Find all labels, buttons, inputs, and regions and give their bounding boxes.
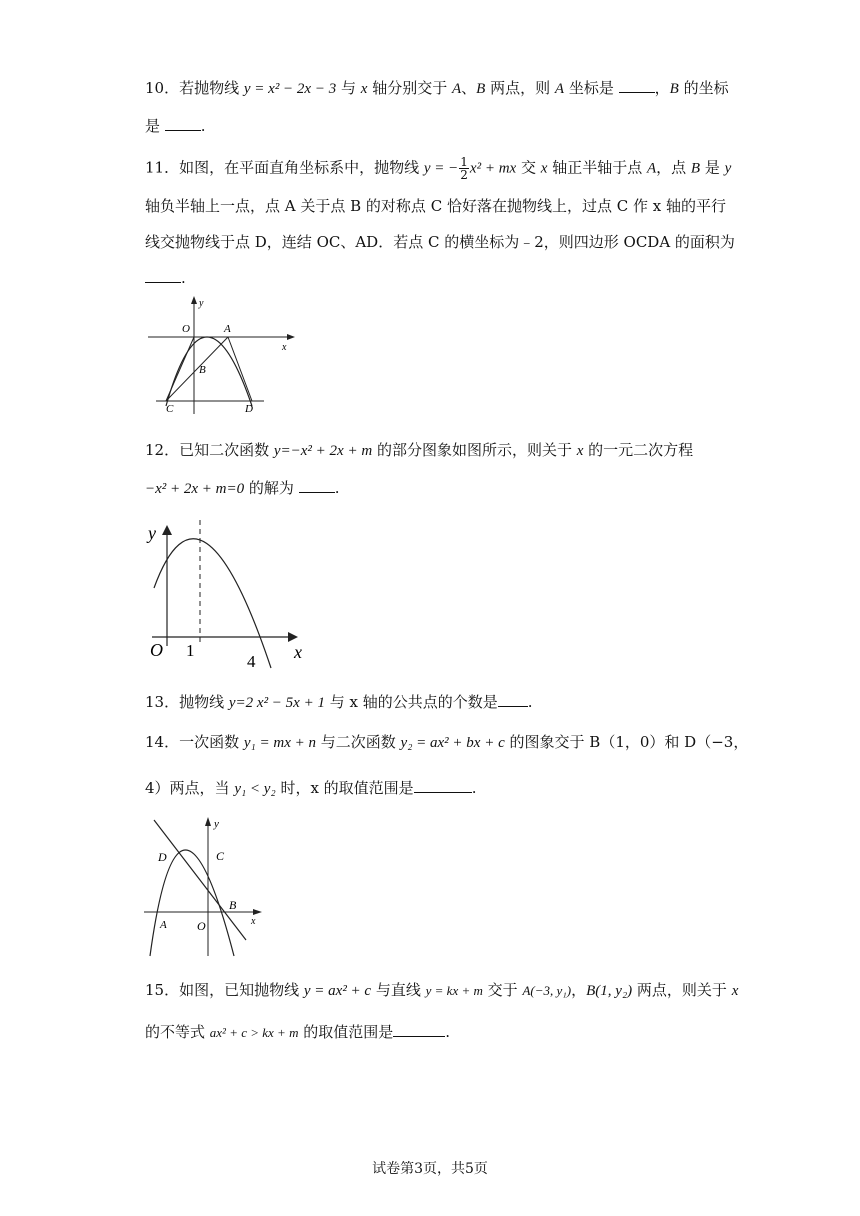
label-c: C [166,403,174,415]
answer-blank[interactable] [393,1022,445,1037]
q12-text: 的一元二次方程 [583,441,694,459]
q10-text: 坐标是 [564,79,619,97]
q14-text: 的图象交于 [504,733,590,751]
q14-text: 一次函数 [179,733,244,751]
q11-text: 轴正半轴于点 [547,158,647,177]
q15-text: 交于 [482,981,523,999]
y-axis-arrow [205,817,211,826]
q10-text: A [451,81,462,97]
q15-point-a: A(−3, y₁) [522,983,572,998]
q14-line-2 [145,778,476,799]
q11-line-2: 轴负半轴上一点，点 A 关于点 B 的对称点 C 恰好落在抛物线上，过点 C 作 x 轴的平行 [145,197,726,215]
q13-line-1 [145,692,533,713]
q11-number: 11． [145,158,180,177]
q14-equation: y₁ = mx + n [243,735,316,751]
parabola-curve [150,850,234,956]
q13-number: 13． [145,693,180,711]
q10-text: B [669,81,679,97]
q11-text: ，点 [656,158,691,177]
q15-equation: y = kx + m [425,983,483,998]
q10-text: A [554,81,565,97]
q15-text: 两点，则关于 [632,981,732,999]
label-a: A [224,323,231,335]
q12-text: x [576,443,584,459]
label-c: C [216,849,225,863]
label-b: B [229,898,237,912]
q12-text: 已知二次函数 [179,441,274,459]
q10-text: 轴分别交于 [367,79,452,97]
label-d: D [245,403,253,415]
answer-blank[interactable] [619,78,655,93]
label-x: x [251,916,256,927]
q15-text: 如图，已知抛物线 [179,981,304,999]
q15-text: . [445,1023,451,1041]
q11-text: 如图，在平面直角坐标系中，抛物线 [179,158,424,177]
line-oc [166,337,194,401]
q12-text: . [334,479,340,497]
q15-line-2 [145,1022,450,1043]
q12-equation: y=−x² + 2x + m [273,443,373,459]
y-axis-arrow [162,525,172,535]
q15-equation: ax² + c > kx + m [209,1025,299,1040]
label-y: y [199,298,204,309]
q15-equation: y = ax² + c [303,983,372,999]
q10-text: 是 [145,117,165,135]
q15-text: 的取值范围是 [298,1023,394,1041]
answer-blank[interactable] [165,116,201,131]
fraction-denominator: 2 [460,168,468,182]
q14-number: 14． [145,733,180,751]
q13-text: 与 x 轴的公共点的个数是 [324,693,498,711]
q11-text: A [646,160,657,177]
q14-text: 与二次函数 [315,733,401,751]
label-o: O [182,323,190,335]
q11-figure [148,294,308,418]
q14-text: 4）两点，当 [145,779,235,797]
x-axis-arrow [253,909,262,915]
q10-text: 的坐标 [678,79,729,97]
answer-blank[interactable] [414,778,472,793]
q14-equation: y₂ = ax² + bx + c [400,735,505,751]
q10-text: 若抛物线 [179,79,244,97]
q14-figure [142,814,266,960]
q15-line-1 [145,980,738,1001]
q10-text: . [200,117,206,135]
q13-text: . [527,693,533,711]
label-o: O [197,919,206,933]
fraction [459,156,469,181]
q15-text: 的不等式 [145,1023,210,1041]
q12-text: 的部分图象如图所示，则关于 [372,441,577,459]
answer-blank[interactable] [145,268,181,283]
q11-equation: y = − [423,160,459,177]
line-ad [228,337,252,401]
answer-blank[interactable] [498,692,528,707]
q11-line-4 [145,268,186,288]
q13-equation: y=2 x² − 5x + 1 [228,695,325,711]
q11-text: 是 [700,158,725,177]
label-y: y [214,818,219,830]
q14-line-1 [145,732,748,753]
label-4: 4 [247,652,256,671]
label-x: x [294,642,302,662]
q10-line-2 [145,116,206,136]
q10-equation: y = x² − 2x − 3 [243,81,337,97]
q10-text: 两点，则 [485,79,555,97]
q15-text: 与直线 [371,981,426,999]
x-axis-arrow [287,334,295,340]
q12-text: 的解为 [244,479,299,497]
y-axis-arrow [191,296,197,304]
q10-text: 与 [336,79,361,97]
label-y: y [148,523,156,543]
q14-equation: y₁ < y₂ [234,781,276,797]
q12-equation: −x² + 2x + m=0 [145,481,245,497]
q11-line-1 [145,156,731,181]
q10-number: 10． [145,79,180,97]
q10-line-1 [145,78,729,99]
label-a: A [160,919,167,931]
x-axis-arrow [288,632,298,642]
q11-text: B [690,160,701,177]
q14-text: . [471,779,477,797]
page-footer: 试卷第3页，共5页 [372,1161,488,1177]
q12-line-1 [145,440,693,461]
label-b: B [199,364,206,376]
parabola-curve [154,539,271,668]
q11-text: y [724,160,732,177]
q10-text: ， [654,79,670,97]
q12-figure [146,516,316,674]
label-x: x [282,342,287,353]
q15-text: x [731,983,739,999]
q12-line-2 [145,478,339,499]
line-ac [166,337,228,401]
q11-equation: x² + mx [469,160,517,177]
label-o: O [150,640,163,660]
q14-text: 时，x 的取值范围是 [275,779,414,797]
q12-number: 12． [145,441,180,459]
q10-text: x [360,81,368,97]
q10-text: 、 [461,79,477,97]
q15-number: 15． [145,981,180,999]
q11-text: . [181,269,186,287]
q15-text: ， [571,981,587,999]
q13-text: 抛物线 [179,693,229,711]
q11-text: 交 [516,158,541,177]
label-d: D [158,850,167,864]
q14-text: B（1，0）和 D（−3， [589,733,749,751]
q11-line-3: 线交抛物线于点 D，连结 OC、AD．若点 C 的横坐标为﹣2，则四边形 OCDA 的面积为 [145,233,735,251]
fraction-numerator: 1 [460,155,468,169]
q10-text: B [476,81,486,97]
label-1: 1 [186,641,195,660]
q11-text: x [540,160,548,177]
answer-blank[interactable] [299,478,335,493]
q15-point-b: B(1, y₂) [586,983,633,999]
